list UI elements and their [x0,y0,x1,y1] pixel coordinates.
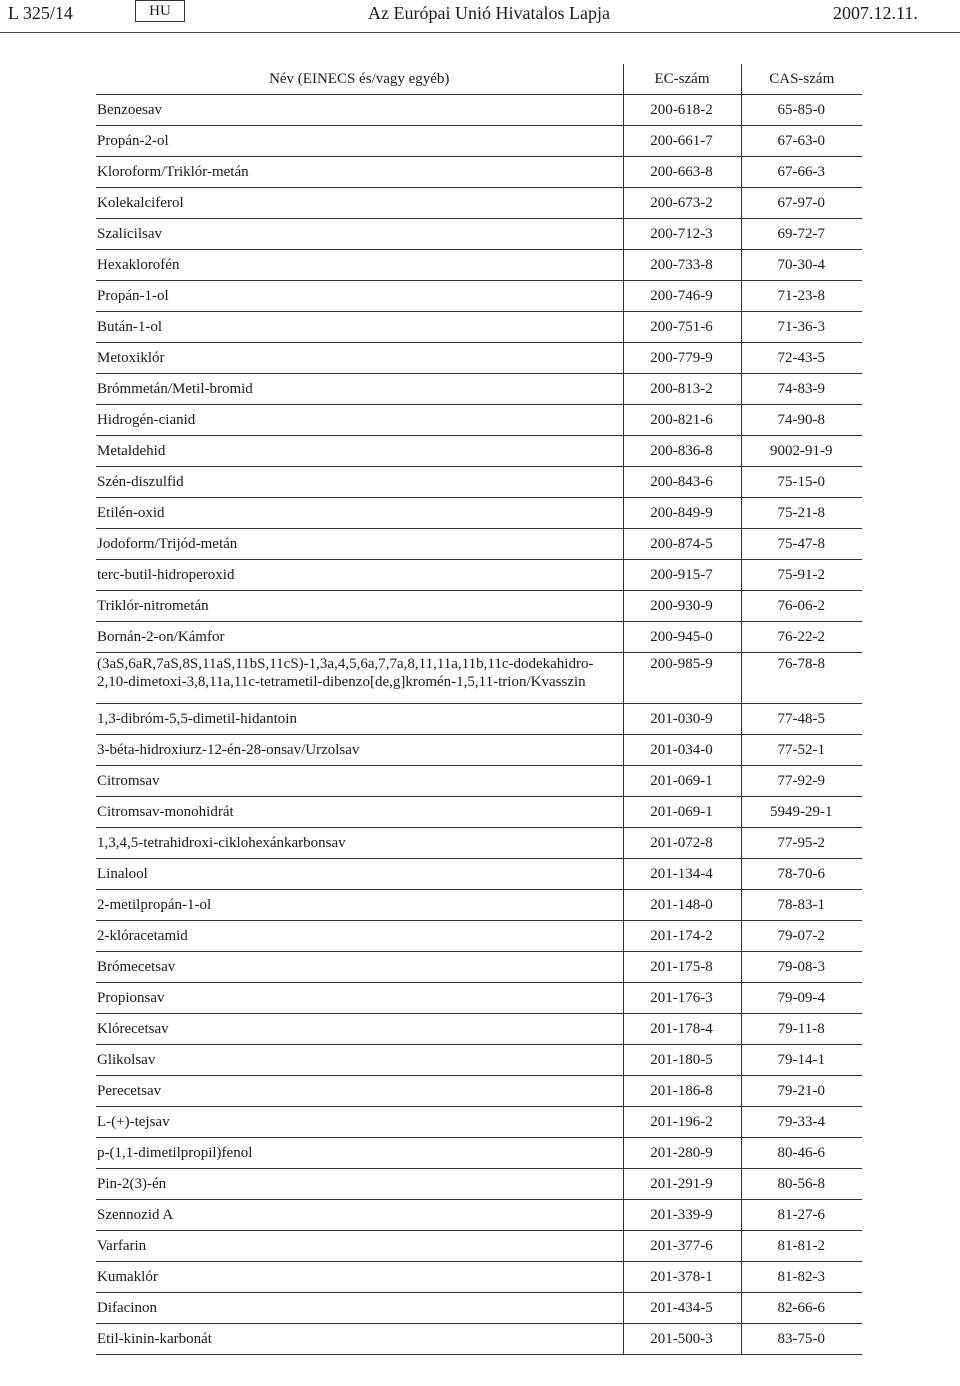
ec-number-cell: 200-751-6 [623,312,741,343]
substance-name-cell: Benzoesav [96,95,623,126]
cas-number-cell: 72-43-5 [741,343,862,374]
substance-name-cell: Propionsav [96,983,623,1014]
ec-number-cell: 200-712-3 [623,219,741,250]
cas-number-cell: 67-97-0 [741,188,862,219]
ec-number-cell: 201-072-8 [623,828,741,859]
ec-number-cell: 201-378-1 [623,1262,741,1293]
table-row [96,157,862,188]
substance-name-cell: Etil-kinin-karbonát [96,1324,623,1355]
cas-number-cell: 67-66-3 [741,157,862,188]
table-row [96,281,862,312]
table-row [96,1324,862,1355]
table-row [96,498,862,529]
substance-name-cell: 2-metilpropán-1-ol [96,890,623,921]
cas-number-cell: 67-63-0 [741,126,862,157]
table-row [96,1231,862,1262]
ec-number-cell: 200-813-2 [623,374,741,405]
ec-number-cell: 201-148-0 [623,890,741,921]
cas-number-cell: 79-21-0 [741,1076,862,1107]
table-row [96,890,862,921]
table-row [96,653,862,704]
table-body [96,95,862,1355]
ec-number-cell: 201-377-6 [623,1231,741,1262]
page-header [0,0,960,33]
substance-name-cell: Difacinon [96,1293,623,1324]
cas-number-cell: 81-27-6 [741,1200,862,1231]
ec-number-cell: 201-178-4 [623,1014,741,1045]
substance-name-cell: Pin-2(3)-én [96,1169,623,1200]
table-row [96,1293,862,1324]
cas-number-cell: 77-92-9 [741,766,862,797]
substance-name-cell: Citromsav-monohidrát [96,797,623,828]
substance-name-cell: p-(1,1-dimetilpropil)fenol [96,1138,623,1169]
table-row [96,1138,862,1169]
substance-name-cell: Kloroform/Triklór-metán [96,157,623,188]
table-row [96,828,862,859]
substance-name-cell: Kolekalciferol [96,188,623,219]
substance-name-cell: Szén-diszulfid [96,467,623,498]
table-row [96,735,862,766]
ec-number-cell: 200-930-9 [623,591,741,622]
table-row [96,1014,862,1045]
substance-name-cell: Glikolsav [96,1045,623,1076]
cas-number-cell: 78-83-1 [741,890,862,921]
cas-number-cell: 5949-29-1 [741,797,862,828]
ec-number-cell: 201-434-5 [623,1293,741,1324]
cas-number-cell: 82-66-6 [741,1293,862,1324]
substance-name-cell: 3-béta-hidroxiurz-12-én-28-onsav/Urzolsav [96,735,623,766]
cas-number-cell: 77-52-1 [741,735,862,766]
cas-number-cell: 75-47-8 [741,529,862,560]
substance-name-cell: 2-klóracetamid [96,921,623,952]
substance-name-cell: Bornán-2-on/Kámfor [96,622,623,653]
cas-number-cell: 80-46-6 [741,1138,862,1169]
table-row [96,1045,862,1076]
ec-number-cell: 200-618-2 [623,95,741,126]
table-row [96,704,862,735]
cas-number-cell: 80-56-8 [741,1169,862,1200]
cas-number-cell: 77-48-5 [741,704,862,735]
cas-number-cell: 83-75-0 [741,1324,862,1355]
cas-number-cell: 79-11-8 [741,1014,862,1045]
cas-number-cell: 79-08-3 [741,952,862,983]
table-row [96,983,862,1014]
ec-number-cell: 201-069-1 [623,766,741,797]
table-row [96,312,862,343]
ec-number-cell: 201-180-5 [623,1045,741,1076]
substance-name-cell: Varfarin [96,1231,623,1262]
table-row [96,766,862,797]
ec-number-cell: 200-663-8 [623,157,741,188]
ec-number-cell: 200-985-9 [623,653,741,704]
ec-number-cell: 201-186-8 [623,1076,741,1107]
substance-name-cell: Hexaklorofén [96,250,623,281]
substance-name-cell: Hidrogén-cianid [96,405,623,436]
cas-number-cell: 75-21-8 [741,498,862,529]
table-row [96,1169,862,1200]
ec-number-cell: 201-134-4 [623,859,741,890]
ec-number-cell: 201-030-9 [623,704,741,735]
table-row [96,219,862,250]
cas-number-cell: 9002-91-9 [741,436,862,467]
column-header-cas: CAS-szám [741,64,862,95]
cas-number-cell: 69-72-7 [741,219,862,250]
ec-number-cell: 200-836-8 [623,436,741,467]
substance-name-cell: Jodoform/Trijód-metán [96,529,623,560]
substance-name-cell: Szalicilsav [96,219,623,250]
table-row [96,622,862,653]
ec-number-cell: 200-843-6 [623,467,741,498]
ec-number-cell: 201-280-9 [623,1138,741,1169]
table-row [96,797,862,828]
table-row [96,188,862,219]
substance-name-cell: Etilén-oxid [96,498,623,529]
substance-name-cell: 1,3,4,5-tetrahidroxi-ciklohexánkarbonsav [96,828,623,859]
ec-number-cell: 200-874-5 [623,529,741,560]
ec-number-cell: 200-945-0 [623,622,741,653]
ec-number-cell: 201-500-3 [623,1324,741,1355]
substance-table [96,64,862,1355]
ec-number-cell: 200-821-6 [623,405,741,436]
ec-number-cell: 201-175-8 [623,952,741,983]
substance-name-cell: Szennozid A [96,1200,623,1231]
substance-name-cell: Metaldehid [96,436,623,467]
cas-number-cell: 71-23-8 [741,281,862,312]
substance-name-cell: Metoxiklór [96,343,623,374]
column-header-ec: EC-szám [623,64,741,95]
cas-number-cell: 77-95-2 [741,828,862,859]
substance-name-cell: Kumaklór [96,1262,623,1293]
ec-number-cell: 201-176-3 [623,983,741,1014]
table-row [96,374,862,405]
cas-number-cell: 76-78-8 [741,653,862,704]
substance-name-cell: terc-butil-hidroperoxid [96,560,623,591]
table-row [96,126,862,157]
ec-number-cell: 200-915-7 [623,560,741,591]
cas-number-cell: 74-90-8 [741,405,862,436]
cas-number-cell: 76-22-2 [741,622,862,653]
table-row [96,95,862,126]
table-row [96,591,862,622]
table-row [96,405,862,436]
cas-number-cell: 65-85-0 [741,95,862,126]
ec-number-cell: 200-673-2 [623,188,741,219]
table-row [96,467,862,498]
page-number: L 325/14 [8,3,73,23]
substance-name-cell: Klórecetsav [96,1014,623,1045]
language-code: HU [135,0,185,22]
substance-name-cell: Brómmetán/Metil-bromid [96,374,623,405]
ec-number-cell: 200-779-9 [623,343,741,374]
cas-number-cell: 79-09-4 [741,983,862,1014]
cas-number-cell: 74-83-9 [741,374,862,405]
cas-number-cell: 75-91-2 [741,560,862,591]
table-row [96,1262,862,1293]
table-header-row [96,64,862,95]
substance-name-cell: Perecetsav [96,1076,623,1107]
substance-name-cell: L-(+)-tejsav [96,1107,623,1138]
cas-number-cell: 78-70-6 [741,859,862,890]
ec-number-cell: 201-174-2 [623,921,741,952]
table-row [96,560,862,591]
ec-number-cell: 201-034-0 [623,735,741,766]
cas-number-cell: 70-30-4 [741,250,862,281]
ec-number-cell: 201-339-9 [623,1200,741,1231]
substance-name-cell: Brómecetsav [96,952,623,983]
substance-name-cell: Triklór-nitrometán [96,591,623,622]
table-row [96,343,862,374]
table-row [96,1076,862,1107]
column-header-name: Név (EINECS és/vagy egyéb) [96,64,623,95]
table-row [96,1200,862,1231]
cas-number-cell: 75-15-0 [741,467,862,498]
table-row [96,952,862,983]
journal-title: Az Európai Unió Hivatalos Lapja [368,3,610,23]
cas-number-cell: 76-06-2 [741,591,862,622]
ec-number-cell: 201-291-9 [623,1169,741,1200]
ec-number-cell: 200-746-9 [623,281,741,312]
ec-number-cell: 200-661-7 [623,126,741,157]
substance-name-cell: Propán-1-ol [96,281,623,312]
substance-name-cell: 1,3-dibróm-5,5-dimetil-hidantoin [96,704,623,735]
ec-number-cell: 201-069-1 [623,797,741,828]
cas-number-cell: 79-33-4 [741,1107,862,1138]
table-row [96,1107,862,1138]
ec-number-cell: 200-849-9 [623,498,741,529]
ec-number-cell: 201-196-2 [623,1107,741,1138]
table-row [96,859,862,890]
publication-date: 2007.12.11. [833,3,918,23]
substance-name-cell: Bután-1-ol [96,312,623,343]
substance-name-cell: Propán-2-ol [96,126,623,157]
cas-number-cell: 79-14-1 [741,1045,862,1076]
substance-name-cell: Citromsav [96,766,623,797]
cas-number-cell: 71-36-3 [741,312,862,343]
cas-number-cell: 81-81-2 [741,1231,862,1262]
table-row [96,250,862,281]
cas-number-cell: 81-82-3 [741,1262,862,1293]
cas-number-cell: 79-07-2 [741,921,862,952]
table-row [96,921,862,952]
table-row [96,436,862,467]
table-row [96,529,862,560]
substance-name-cell: Linalool [96,859,623,890]
substance-name-cell: (3aS,6aR,7aS,8S,11aS,11bS,11cS)-1,3a,4,5,6a,7,7a,8,11,11a,11b,11c-dodekahidro-2,10-dimetoxi-3,8,11a,11c-tetrametil-dibenzo[de,g]kromén-1,5,11-trion/Kvasszin [96,653,623,704]
ec-number-cell: 200-733-8 [623,250,741,281]
